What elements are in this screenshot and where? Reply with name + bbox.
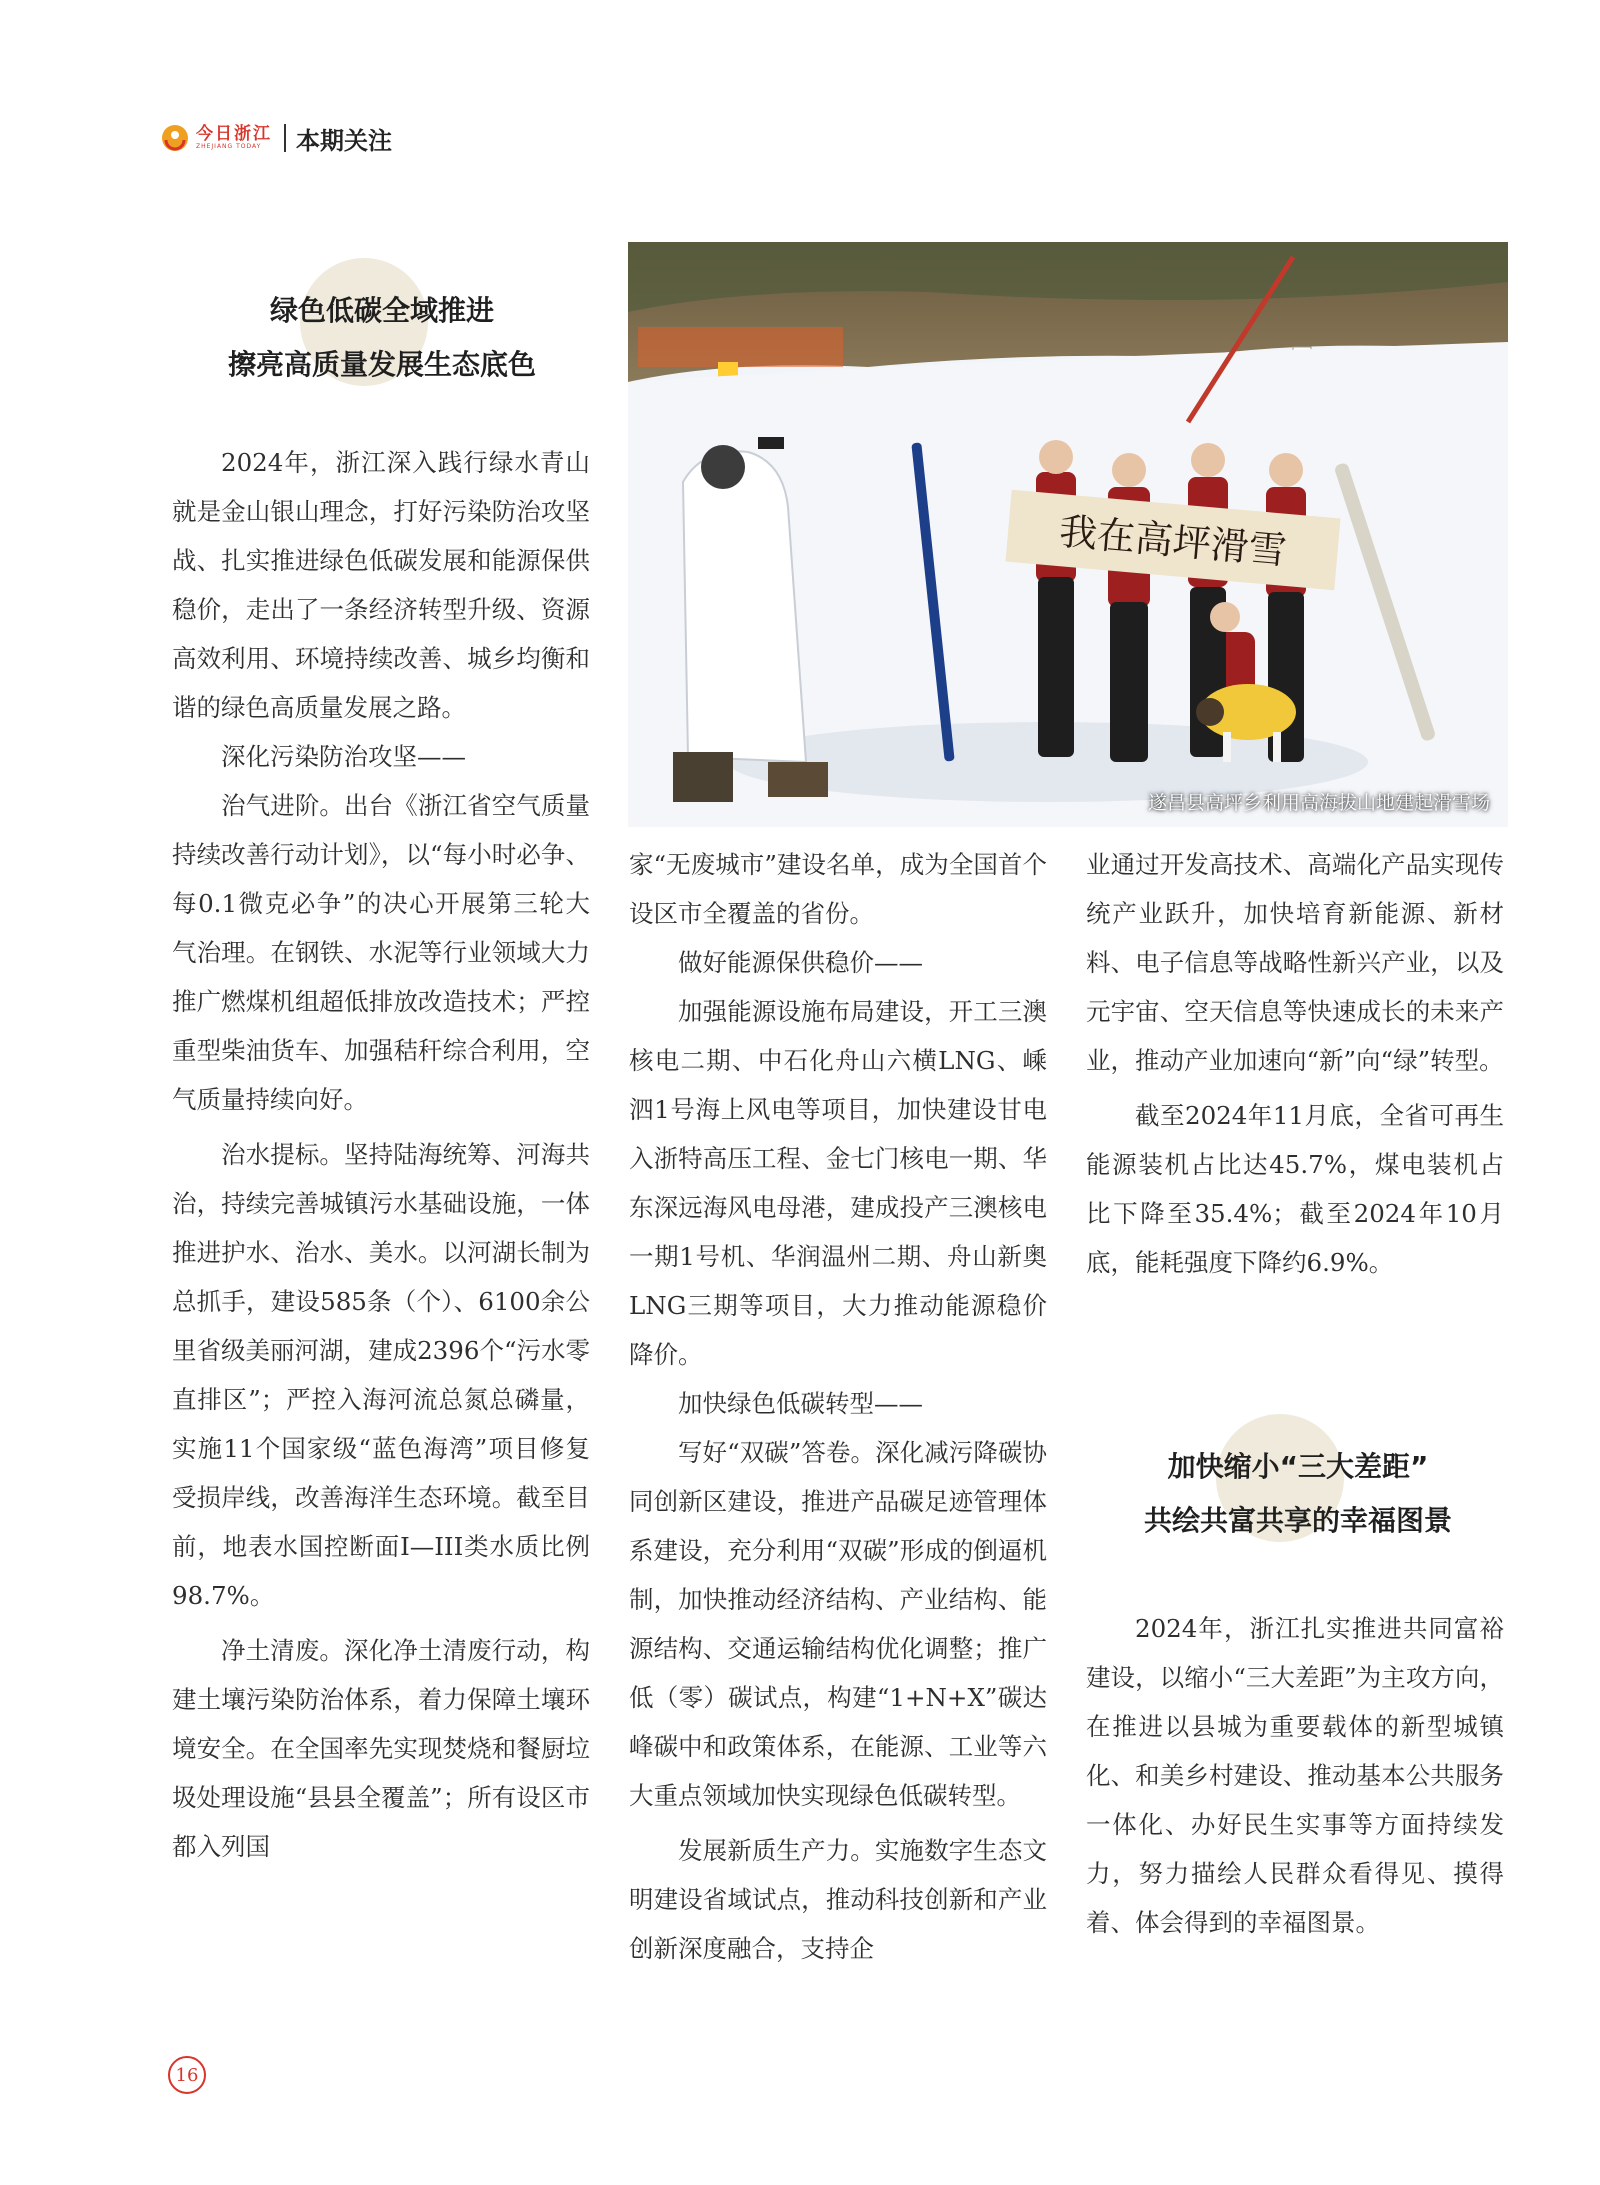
article-column-3 — [1086, 840, 1504, 1287]
paragraph: 治气进阶。出台《浙江省空气质量持续改善行动计划》，以“每小时必争、每0.1微克必争”的决心开展第三轮大气治理。在钢铁、水泥等行业领域大力推广燃煤机组超低排放改造技术；严控重型柴油货车、加强秸秆综合利用，空气质量持续向好。 — [172, 791, 590, 1114]
page-number: 16 — [168, 2056, 206, 2094]
header-divider — [284, 124, 286, 152]
article-column-3-lower — [1086, 1604, 1504, 1947]
paragraph: 2024年，浙江扎实推进共同富裕建设，以缩小“三大差距”为主攻方向，在推进以县城为重要载体的新型城镇化、和美乡村建设、推动基本公共服务一体化、办好民生实事等方面持续发力，努力描绘人民群众看得见、摸得着、体会得到的幸福图景。 — [1086, 1614, 1504, 1937]
heading-1-line-1: 绿色低碳全域推进 — [269, 294, 494, 327]
ski-resort-photo — [628, 242, 1508, 827]
magazine-logo — [160, 123, 272, 153]
banner-text: 我在高坪滑雪 — [1057, 509, 1289, 573]
heading-2-line-1: 加快缩小“三大差距” — [1167, 1450, 1429, 1483]
logo-english-text: ZHEJIANG TODAY — [196, 143, 262, 150]
paragraph-continued: 业通过开发高技术、高端化产品实现传统产业跃升，加快培育新能源、新材料、电子信息等战略性新兴产业，以及元宇宙、空天信息等快速成长的未来产业，推动产业加速向“新”向“绿”转型。 — [1086, 850, 1504, 1075]
heading-2-line-2: 共绘共富共享的幸福图景 — [1143, 1504, 1452, 1537]
paragraph-continued: 家“无废城市”建设名单，成为全国首个设区市全覆盖的省份。 — [629, 850, 1047, 928]
paragraph: 发展新质生产力。实施数字生态文明建设省域试点，推动科技创新和产业创新深度融合，支持企 — [629, 1836, 1047, 1963]
paragraph: 写好“双碳”答卷。深化减污降碳协同创新区建设，推进产品碳足迹管理体系建设，充分利用“双碳”形成的倒逼机制，加快推动经济结构、产业结构、能源结构、交通运输结构优化调整；推广低（零）碳试点，构建“1+N+X”碳达峰碳中和政策体系，在能源、工业等六大重点领域加快实现绿色低碳转型。 — [629, 1438, 1047, 1810]
subheading: 加快绿色低碳转型—— — [678, 1389, 923, 1418]
paragraph: 截至2024年11月底，全省可再生能源装机占比达45.7%，煤电装机占比下降至35.4%；截至2024年10月底，能耗强度下降约6.9%。 — [1086, 1101, 1504, 1277]
paragraph: 加强能源设施布局建设，开工三澳核电二期、中石化舟山六横LNG、嵊泗1号海上风电等项目，加快建设甘电入浙特高压工程、金七门核电一期、华东深远海风电母港，建成投产三澳核电一期1号机、华润温州二期、舟山新奥LNG三期等项目，大力推动能源稳价降价。 — [629, 997, 1047, 1369]
sun-logo-icon — [160, 123, 190, 153]
section-title: 本期关注 — [296, 126, 392, 155]
paragraph: 净土清废。深化净土清废行动，构建土壤污染防治体系，着力保障土壤环境安全。在全国率先实现焚烧和餐厨垃圾处理设施“县县全覆盖”；所有设区市都入列国 — [172, 1636, 590, 1861]
heading-1-line-2: 擦亮高质量发展生态底色 — [227, 348, 536, 381]
photo-caption: 遂昌县高坪乡利用高海拔山地建起滑雪场 — [1147, 792, 1490, 814]
logo-chinese-text: 今日浙江 — [196, 124, 272, 144]
subheading: 做好能源保供稳价—— — [678, 948, 923, 977]
section-heading-2 — [1088, 1440, 1508, 1548]
ski-scene-illustration — [628, 242, 1508, 827]
article-column-2 — [629, 840, 1047, 1973]
article-column-1 — [172, 438, 590, 1871]
subheading: 深化污染防治攻坚—— — [221, 742, 466, 771]
section-heading-1 — [172, 284, 592, 392]
page-header — [160, 118, 392, 158]
paragraph: 治水提标。坚持陆海统筹、河海共治，持续完善城镇污水基础设施，一体推进护水、治水、美水。以河湖长制为总抓手，建设585条（个）、6100余公里省级美丽河湖，建成2396个“污水零直排区”；严控入海河流总氮总磷量，实施11个国家级“蓝色海湾”项目修复受损岸线，改善海洋生态环境。截至目前，地表水国控断面I—III类水质比例98.7%。 — [172, 1140, 590, 1610]
paragraph: 2024年，浙江深入践行绿水青山就是金山银山理念，打好污染防治攻坚战、扎实推进绿色低碳发展和能源保供稳价，走出了一条经济转型升级、资源高效利用、环境持续改善、城乡均衡和谐的绿色高质量发展之路。 — [172, 448, 590, 722]
